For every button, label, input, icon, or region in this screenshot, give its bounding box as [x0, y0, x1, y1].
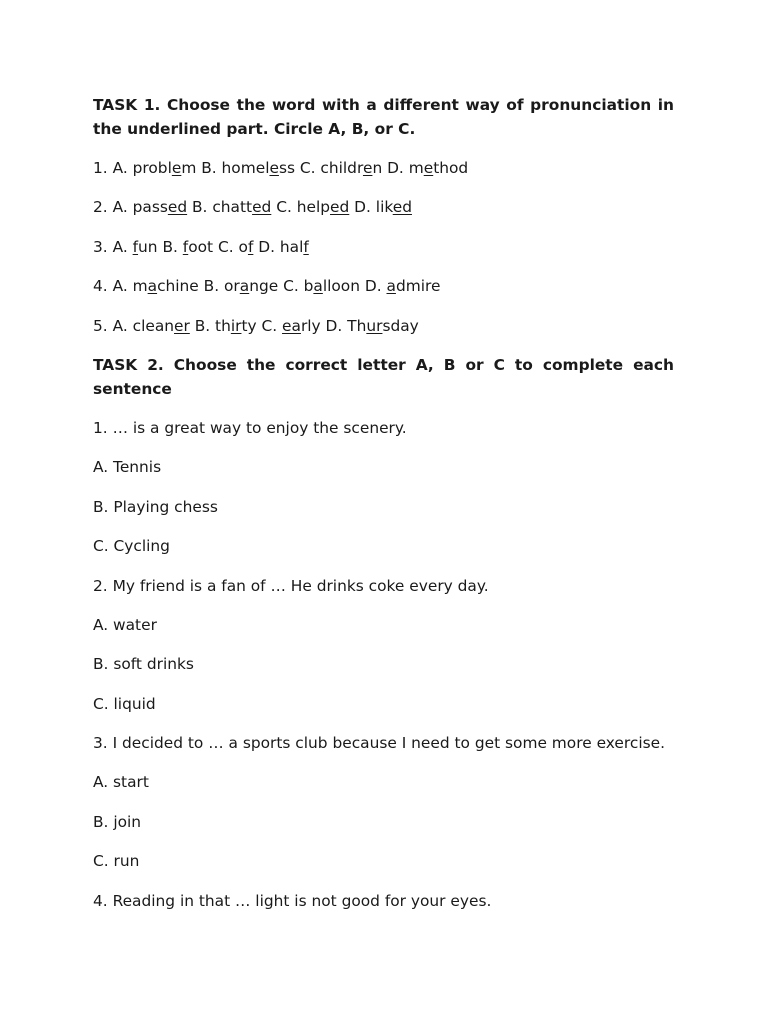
underlined-part: ed: [392, 198, 412, 217]
underlined-part: e: [171, 159, 182, 177]
underlined-part: ed: [330, 198, 350, 217]
task2-option: C. Cycling: [93, 537, 170, 556]
task2-option: A. Tennis: [93, 458, 162, 477]
underlined-part: ir: [230, 316, 242, 335]
item-text: B. chatt: [187, 198, 253, 217]
item-text: un B.: [138, 237, 183, 256]
underlined-part: f: [182, 237, 189, 256]
item-text: 3. A.: [93, 237, 133, 256]
item-text: 4. A. m: [93, 277, 148, 296]
task1-item: [93, 235, 674, 259]
item-text: D. hal: [253, 237, 304, 256]
task2-question-list: [93, 416, 674, 913]
underlined-part: ea: [282, 316, 301, 335]
underlined-part: a: [147, 277, 158, 296]
underlined-part: ed: [252, 198, 272, 217]
task1-item: [93, 274, 674, 298]
item-text: D. lik: [349, 198, 393, 217]
underlined-part: e: [362, 159, 373, 177]
underlined-part: f: [132, 237, 139, 256]
underlined-part: a: [239, 277, 250, 296]
underlined-part: e: [423, 159, 434, 177]
underlined-part: ur: [366, 316, 383, 335]
task2-option: A. start: [93, 773, 149, 792]
item-text: 5. A. clean: [93, 316, 175, 335]
underlined-part: f: [303, 237, 309, 256]
task2-option: C. liquid: [93, 694, 156, 713]
underlined-part: ed: [167, 198, 188, 217]
task1-item: [93, 156, 674, 180]
item-text: nge C. b: [249, 277, 314, 296]
worksheet-content: [93, 93, 674, 913]
task1-item: [93, 195, 674, 219]
item-text: lloon D.: [322, 277, 387, 296]
item-text: 1. A. probl: [93, 159, 172, 177]
task2-option: A. water: [93, 615, 157, 634]
task1-heading: TASK 1. Choose the word with a different way of pronunciation in the underlined part. Circle A, B, or C.: [93, 96, 674, 138]
task2-heading: TASK 2. Choose the correct letter A, B or C to complete each sentence: [93, 355, 674, 398]
underlined-part: a: [386, 277, 396, 296]
item-text: m B. homel: [181, 159, 270, 177]
item-text: n D. m: [372, 159, 424, 177]
item-text: dmire: [395, 277, 441, 296]
item-text: oot C. o: [188, 237, 248, 256]
item-text: sday: [382, 316, 419, 335]
item-text: ss C. childr: [278, 159, 363, 177]
item-text: chine B. or: [157, 277, 240, 296]
task2-question: 3. I decided to … a sports club because I need to get some more exercise.: [93, 734, 665, 753]
underlined-part: e: [269, 159, 279, 177]
task2-question: 4. Reading in that … light is not good for your eyes.: [93, 891, 492, 910]
task2-option: B. Playing chess: [93, 497, 218, 516]
item-text: C. help: [271, 198, 331, 217]
item-text: 2. A. pass: [93, 198, 168, 217]
task2-question: 2. My friend is a fan of … He drinks coke every day.: [93, 576, 489, 595]
task2-option: B. soft drinks: [93, 655, 194, 674]
item-text: rly D. Th: [300, 316, 367, 335]
task2-question: 1. … is a great way to enjoy the scenery.: [93, 418, 407, 437]
item-text: thod: [433, 159, 469, 177]
item-text: ty C.: [241, 316, 283, 335]
underlined-part: a: [313, 277, 323, 296]
task2-option: B. join: [93, 812, 142, 831]
task1-item-list: [93, 156, 674, 338]
underlined-part: er: [174, 316, 190, 335]
task2-option: C. run: [93, 852, 140, 871]
underlined-part: f: [247, 237, 254, 256]
task1-item: [93, 314, 674, 338]
item-text: B. th: [189, 316, 231, 335]
